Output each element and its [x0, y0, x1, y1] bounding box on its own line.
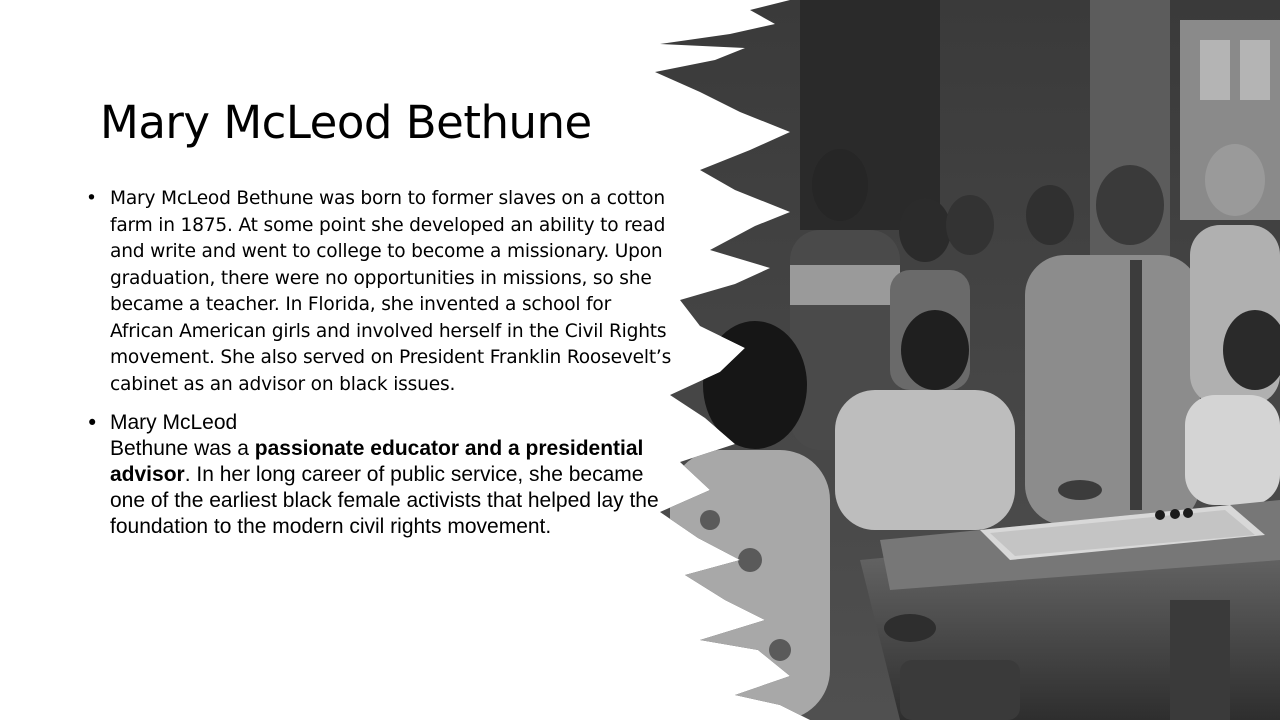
- bullet-summary-intro: Bethune was a: [110, 437, 255, 460]
- slide-title: Mary McLeod Bethune: [100, 96, 592, 149]
- bullet-list: [82, 186, 678, 540]
- bullet-item-summary: [82, 410, 678, 540]
- bullet-summary-rest: . In her long career of public service, she became one of the earliest black female activists that helped lay the foundation to the modern civil rights movement.: [110, 463, 659, 538]
- bullet-item-biography: [82, 186, 678, 398]
- bullet-text-biography: Mary McLeod Bethune was born to former slaves on a cotton farm in 1875. At some point she developed an ability to read and write and went to college to become a missionary. Upon graduation, there were no opportunities in missions, so she became a teacher. In Florida, she invented a school for African American girls and involved herself in the Civil Rights movement. She also served on President Franklin Roosevelt’s cabinet as an advisor on black issues.: [110, 188, 672, 395]
- historical-photo: [640, 0, 1280, 720]
- bullet-summary-line1: • Mary McLeod: [110, 411, 238, 434]
- bullet-summary-bold: passionate educator and a presidential advisor: [110, 437, 644, 486]
